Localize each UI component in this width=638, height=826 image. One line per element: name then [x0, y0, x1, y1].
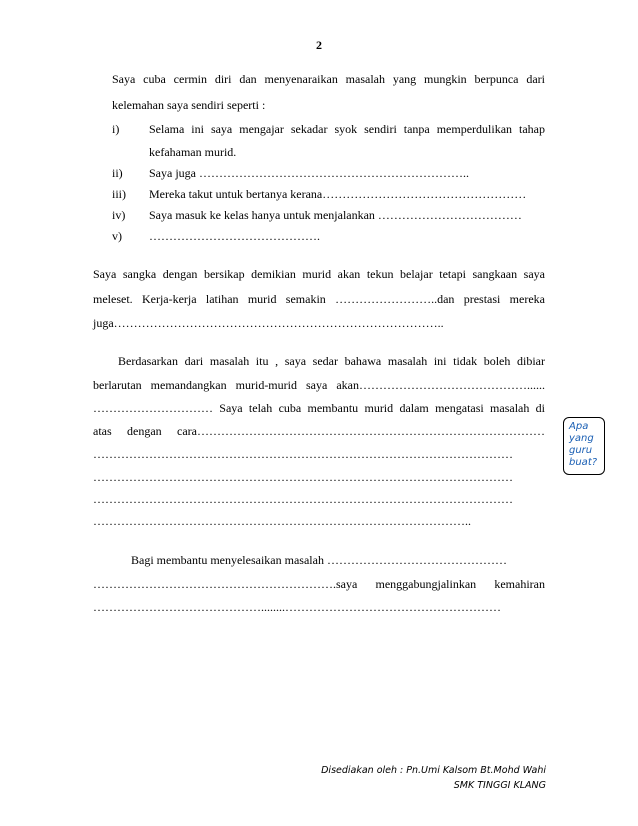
para3-line-2: berlarutan memandangkan murid-murid saya akan……………………………………......: [93, 378, 545, 392]
page-number: 2: [316, 38, 322, 52]
callout-word: Apa: [569, 421, 589, 432]
list-number: ii): [112, 166, 123, 180]
para2-line-3: juga………………………………………………………………………..: [93, 316, 444, 330]
callout-word: guru: [569, 445, 593, 456]
list-text: kefahaman murid.: [149, 145, 237, 159]
para3-line-3: ………………………… Saya telah cuba membantu murid dalam mengatasi masalah di: [93, 401, 545, 415]
list-number: iii): [112, 187, 126, 201]
intro-line-1: Saya cuba cermin diri dan menyenaraikan masalah yang mungkin berpunca dari: [112, 72, 545, 86]
callout-word: yang: [569, 433, 594, 444]
callout-word: buat?: [569, 457, 598, 468]
para4-line-3: ……………………………………........………………………………………………: [93, 600, 501, 614]
para4-line-1: Bagi membantu menyelesaikan masalah ………………………………………: [131, 553, 507, 567]
list-text: Mereka takut untuk bertanya kerana……………………………………………: [149, 187, 527, 201]
teacher-action-callout: [563, 417, 605, 475]
para2-line-1: Saya sangka dengan bersikap demikian murid akan tekun belajar tetapi sangkaan saya: [93, 267, 545, 281]
para3-line-6: ……………………………………………………………………………………………: [93, 470, 513, 484]
para3-line-8: …………………………………………………………………………………..: [93, 514, 471, 528]
list-text: Saya juga …………………………………………………………..: [149, 166, 469, 180]
list-text: Saya masuk ke kelas hanya untuk menjalankan ………………………………: [149, 208, 522, 222]
list-text: …………………………………….: [149, 229, 320, 243]
para3-line-5: ……………………………………………………………………………………………: [93, 447, 513, 461]
footer-author: Disediakan oleh : Pn.Umi Kalsom Bt.Mohd Wahi: [321, 765, 546, 776]
para3-line-7: ……………………………………………………………………………………………: [93, 492, 513, 506]
list-number: i): [112, 122, 120, 136]
para3-line-4: atas dengan cara……………………………………………………………………………: [93, 424, 545, 438]
footer-school: SMK TINGGI KLANG: [453, 780, 546, 791]
list-number: iv): [112, 208, 126, 222]
para3-line-1: Berdasarkan dari masalah itu , saya sedar bahawa masalah ini tidak boleh dibiar: [118, 354, 545, 368]
para2-line-2: meleset. Kerja-kerja latihan murid semakin ……………………..dan prestasi mereka: [93, 292, 545, 306]
list-text: Selama ini saya mengajar sekadar syok sendiri tanpa memperdulikan tahap: [149, 122, 545, 136]
list-number: v): [112, 229, 122, 243]
para4-line-2: …………………………………………………….saya menggabungjalinkan kemahiran: [93, 577, 545, 591]
intro-line-2: kelemahan saya sendiri seperti :: [112, 98, 266, 112]
